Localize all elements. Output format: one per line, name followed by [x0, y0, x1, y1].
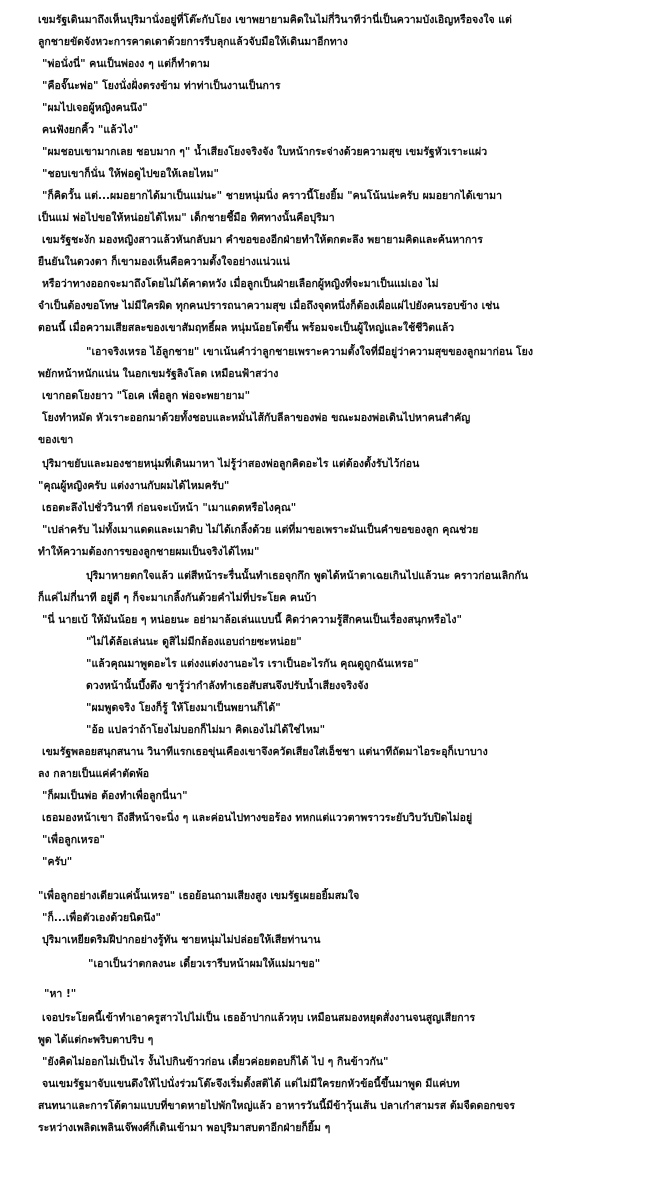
- text-line: ของเขา: [38, 434, 74, 446]
- text-line: หรือว่าทางออกจะมาถึงโดยไม่ได้คาดหวัง เมื่อลูกเป็นฝ่ายเลือกผู้หญิงที่จะมาเป็นแม่เอง ไม่: [42, 278, 439, 290]
- text-line: ปุริมาขยับและมองชายหนุ่มที่เดินมาหา ไม่รู้ว่าสองพ่อลูกคิดอะไร แต่ต้องตั้งรับไว้ก่อน: [42, 458, 420, 470]
- text-line: ปุริมาเหยียดริมฝีปากอย่างรู้ทัน ชายหนุ่มไม่ปล่อยให้เสียท่านาน: [42, 934, 321, 946]
- text-line: "นี่ นายเบ้ ให้มันน้อย ๆ หน่อยนะ อย่ามาล้อเล่นแบบนี้ คิดว่าความรู้สึกคนเป็นเรื่องสนุกหรือไง": [42, 614, 463, 626]
- text-line: "ยังคิดไม่ออกไม่เป็นไร งั้นไปกินข้าวก่อน เดี๋ยวค่อยตอบก็ได้ ไป ๆ กินข้าวกัน": [42, 1056, 389, 1068]
- text-line: "แล้วคุณมาพูดอะไร แต่งงแต่งงานอะไร เราเป็นอะไรกัน คุณดูถูกฉันเหรอ": [86, 658, 419, 670]
- text-line: ทำให้ความต้องการของลูกชายผมเป็นจริงได้ไหม": [38, 546, 260, 558]
- text-line: "พ่อนั่งนี่" คนเป็นพ่องง ๆ แต่ก็ทำตาม: [42, 58, 210, 70]
- text-line: เจอประโยคนี้เข้าทำเอาครูสาวไปไม่เป็น เธออ้าปากแล้วหุบ เหมือนสมองหยุดสั่งงานจนสูญเสียการ: [42, 1012, 476, 1024]
- text-line: ระหว่างเพลิดเพลินเจ๊พงศ์ก็เดินเข้ามา พอปุริมาสบตาอีกฝ่ายก็ยิ้ม ๆ: [38, 1122, 331, 1134]
- text-line: "ผมพูดจริง โยงก็รู้ ให้โยงมาเป็นพยานก็ได้": [86, 702, 281, 714]
- text-line: จนเขมรัฐมาจับแขนดึงให้ไปนั่งร่วมโต๊ะจึงเริ่มตั้งสติได้ แต่ไม่มีใครยกหัวข้อนี้ขึ้นมาพูด มีแค่บท: [42, 1078, 460, 1090]
- text-line: "ก็ผมเป็นพ่อ ต้องทำเพื่อลูกนี่นา": [42, 790, 188, 802]
- text-line: "ก็คิดวั้น แต่...ผมอยากได้มาเป็นแม่นะ" ชายหนุ่มนิ่ง คราวนี้โยงยิ้ม "คนโน้นน่ะครับ ผมอยากได้เขามา: [42, 190, 502, 202]
- text-line: เขมรัฐชะงัก มองหญิงสาวแล้วหันกลับมา คำขอของอีกฝ่ายทำให้ตกตะลึง พยายามคิดและค้นหาการ: [42, 234, 483, 246]
- text-line: "ชอบเขาก็นั่น ให้พ่อดูไปขอให้เลยไหม": [42, 168, 219, 180]
- text-line: ลูกชายขัดจังหวะการคาดเดาด้วยการรีบลุกแล้วจับมือให้เดินมาอีกทาง: [38, 36, 348, 48]
- text-line: ตอนนี้ เมื่อความเสียสละของเขาสัมฤทธิ์ผล หนุ่มน้อยโตขึ้น พร้อมจะเป็นผู้ใหญ่และใช้ชีวิตแล้ว: [38, 322, 455, 334]
- text-line: "ไม่ได้ล้อเล่นนะ ดูสิไม่มีกล้องแอบถ่ายซะหน่อย": [86, 636, 302, 648]
- text-line: ลง กลายเป็นแค่คำตัดพ้อ: [38, 768, 150, 780]
- text-line: ก็แค่ไม่กี่นาที อยู่ดี ๆ ก็จะมาเกลิ้งกันด้วยคำไม่ที่ประโยค คนบ้า: [38, 592, 317, 604]
- text-line: ปุริมาหายตกใจแล้ว แต่สีหน้าระรื่นนั้นทำเธอจุกกึก พูดได้หน้าตาเฉยเกินไปแล้วนะ คราวก่อนเลิกกัน: [86, 570, 529, 582]
- text-line: โยงทำหมัด หัวเราะออกมาด้วยทั้งชอบและหมั่นไส้กับลีลาของพ่อ ขณะมองพ่อเดินไปหาคนสำคัญ: [42, 412, 471, 424]
- text-line: เขากอดโยงยาว "โอเค เพื่อลูก พ่อจะพยายาม": [42, 390, 251, 402]
- text-line: จำเป็นต้องขอโทษ ไม่มีใครผิด ทุกคนปรารถนาความสุข เมื่อถึงจุดหนึ่งก็ต้องเผื่อแผ่ไปยังคนรอบข้าง เช่น: [38, 300, 500, 312]
- text-line: พูด ได้แต่กะพริบตาปริบ ๆ: [38, 1034, 154, 1046]
- text-line: เขมรัฐพลอยสนุกสนาน วินาทีแรกเธอขุ่นเคืองเขาจึงควัดเสียงใส่เอ็ชชา แต่นาทีถัดมาไอระอุก็เบาบาง: [42, 746, 488, 758]
- text-line: ยืนยันในดวงตา ก็เขามองเห็นคือความตั้งใจอย่างแน่วแน่: [38, 256, 290, 268]
- text-line: "เปล่าครับ ไม่ทั้งเมาแดดและเมาดิบ ไม่ได้เกลิ้งด้วย แต่ที่มาขอเพราะมันเป็นคำขอของลูก คุณช่วย: [42, 524, 479, 536]
- text-line: "เพื่อลูกอย่างเดียวแค่นั้นเหรอ" เธอย้อนถามเสียงสูง เขมรัฐเผยอยิ้มสมใจ: [38, 890, 360, 902]
- text-line: "อ้อ แปลว่าถ้าโยงไม่บอกก็ไม่มา คิดเองไม่ได้ใช่ไหม": [86, 724, 326, 736]
- text-line: เธอมองหน้าเขา ถึงสีหน้าจะนิ่ง ๆ และค่อนไปทางขอร้อง ทหกแต่แววตาพราวระยับวิบวับปิดไม่อยู่: [42, 812, 473, 824]
- text-line: "ผมไปเจอผู้หญิงคนนึง": [42, 102, 148, 114]
- text-line: สนทนาและการโต้ตามแบบที่ขาดหายไปพักใหญ่แล้ว อาหารวันนี้มีข้าวุ้นเส้น ปลาเก๋าสามรส ต้มจืดดอกขจร: [38, 1100, 516, 1112]
- text-line: เธอตะลึงไปชั่ววินาที ก่อนจะเบ้หน้า "เมาแดดหรือไงคุณ": [42, 502, 297, 514]
- text-line: "เพื่อลูกเหรอ": [42, 834, 106, 846]
- text-line: คนฟังยกคิ้ว "แล้วไง": [42, 124, 139, 136]
- text-line: "เอาเป็นว่าตกลงนะ เดี๋ยวเรารีบหน้าผมให้แม่มาขอ": [88, 958, 321, 970]
- text-line: "คุณผู้หญิงครับ แต่งงานกับผมได้ไหมครับ": [38, 480, 230, 492]
- text-line: พยักหน้าหนักแน่น ในอกเขมรัฐลิงโลด เหมือนฟ้าสว่าง: [38, 368, 279, 380]
- text-line: เขมรัฐเดินมาถึงเห็นปุริมานั่งอยู่ที่โต๊ะกับโยง เขาพยายามคิดในไม่กี่วินาทีว่านี่เป็นความบังเอิญหรือจงใจ แต่: [38, 14, 512, 26]
- text-line: "ก็...เพื่อตัวเองด้วยนิดนึง": [42, 912, 161, 924]
- text-line: "ผมชอบเขามากเลย ชอบมาก ๆ" น้ำเสียงโยงจริงจัง ใบหน้ากระจ่างด้วยความสุข เขมรัฐหัวเราะแผ่ว: [42, 146, 488, 158]
- text-line: "คือจั๊นะพ่อ" โยงนั่งฝั่งตรงข้าม ท่าท่าเป็นงานเป็นการ: [42, 80, 281, 92]
- text-line: ดวงหน้านั้นบึ้งตึง ขารู้ว่ากำลังทำเธอสับสนจึงปรับน้ำเสียงจริงจัง: [86, 680, 369, 692]
- text-line: "เอาจริงเหรอ ไอ้ลูกชาย" เขาเน้นคำว่าลูกชายเพราะความตั้งใจที่มีอยู่ว่าความสุขของลูกมาก่อน โยง: [86, 346, 533, 358]
- text-line: "หา !": [44, 988, 77, 1000]
- text-line: เป็นแม่ พ่อไปขอให้หน่อยได้ไหม" เด็กชายชี้มือ ทิศทางนั้นคือปุริมา: [38, 212, 335, 224]
- text-line: "ครับ": [42, 856, 73, 868]
